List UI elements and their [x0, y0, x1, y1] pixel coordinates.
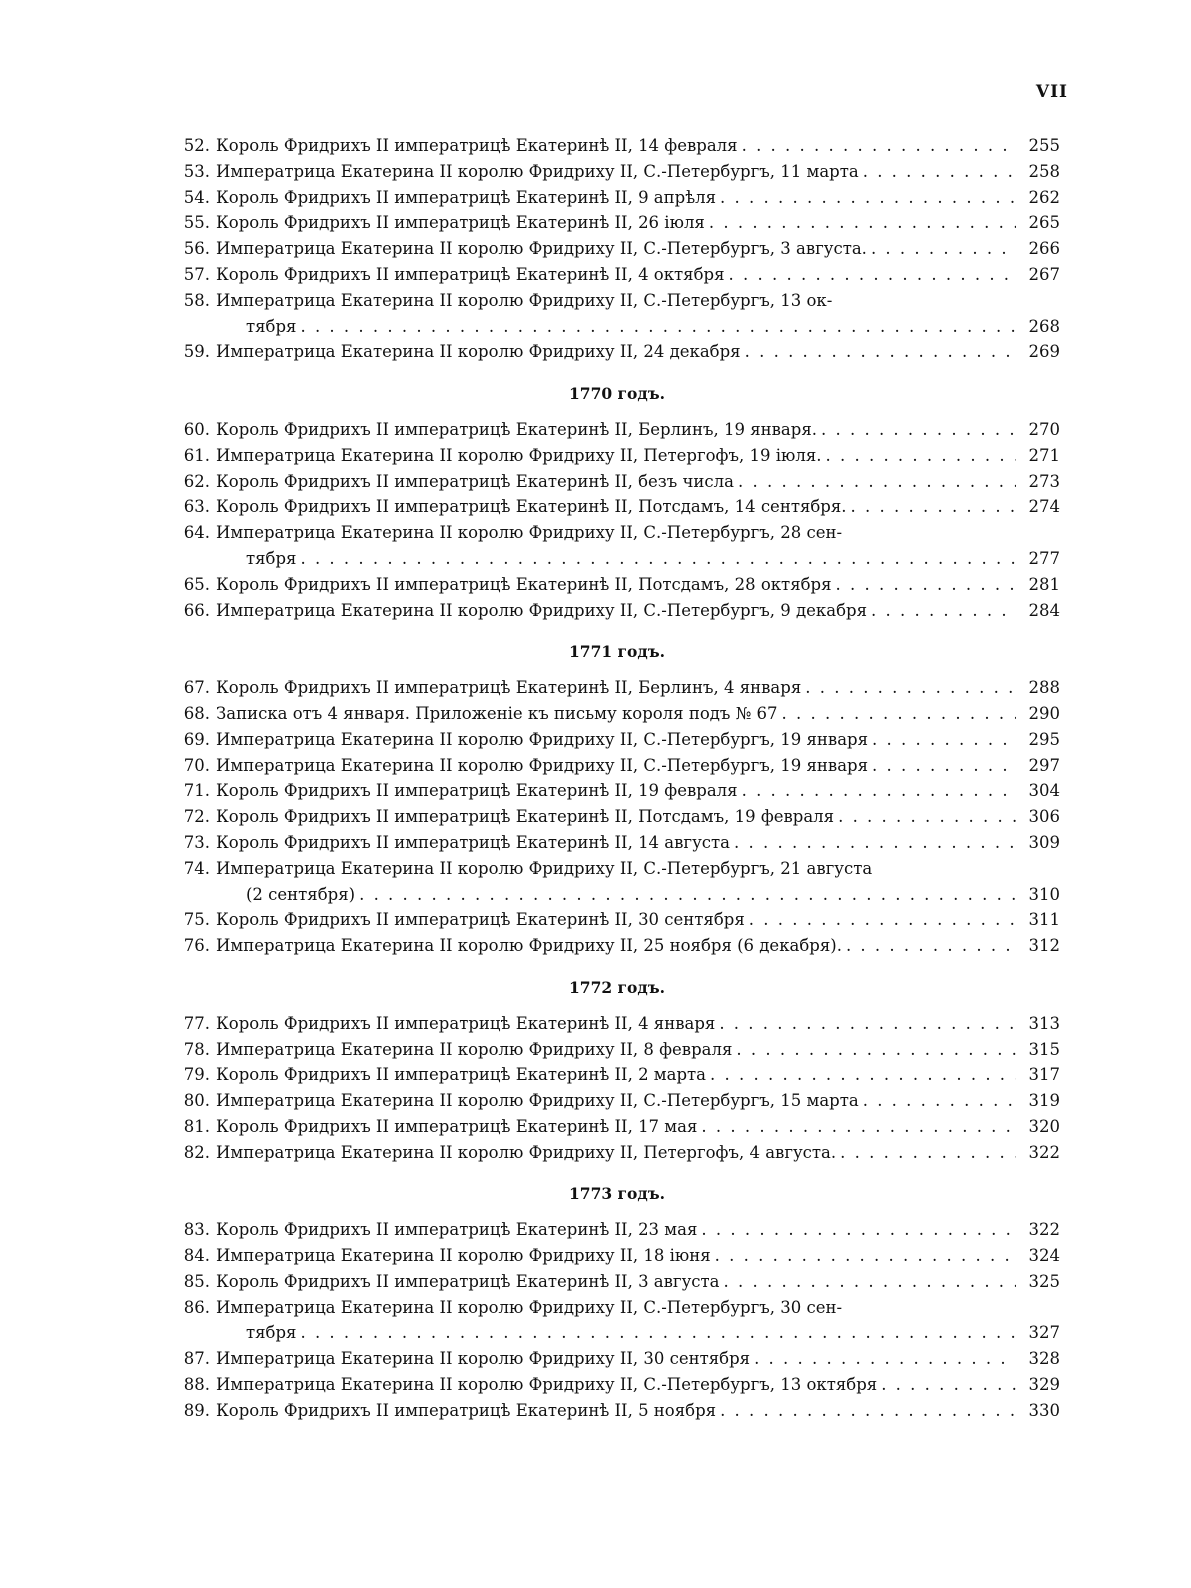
- toc-entry: [168, 236, 1060, 262]
- entry-page: 295: [1028, 729, 1060, 749]
- entry-title: Императрица Екатерина II королю Фридриху II, С.-Петербургъ, 11 марта: [216, 161, 859, 181]
- entry-number: 88.: [183, 1375, 210, 1395]
- toc-entry: [168, 856, 1060, 882]
- entry-title: Король Фридрихъ II императрицѣ Екатеринѣ II, 2 марта: [216, 1065, 707, 1085]
- toc-entry: [168, 1269, 1060, 1295]
- entry-page: 267: [1028, 264, 1060, 284]
- entry-page: 322: [1028, 1220, 1060, 1240]
- dot-leader: [872, 727, 1016, 753]
- entry-page: 265: [1028, 213, 1060, 233]
- dot-leader: [782, 701, 1016, 727]
- dot-leader: [871, 236, 1016, 262]
- entry-title: Король Фридрихъ II императрицѣ Екатеринѣ II, 4 октября: [216, 264, 725, 284]
- entry-title: Императрица Екатерина II королю Фридриху II, С.-Петербургъ, 19 января: [216, 729, 868, 749]
- toc-entry: [168, 1011, 1060, 1037]
- dot-leader: [863, 159, 1016, 185]
- entry-number: 76.: [183, 936, 210, 956]
- toc-entry: [168, 443, 1060, 469]
- entry-number: 58.: [183, 290, 210, 310]
- toc-entry: [168, 1062, 1060, 1088]
- entry-page: 317: [1028, 1065, 1060, 1085]
- entry-page: 290: [1028, 703, 1060, 723]
- toc-entry: [168, 701, 1060, 727]
- dot-leader: [742, 133, 1016, 159]
- dot-leader: [805, 675, 1016, 701]
- entry-number: 54.: [183, 187, 210, 207]
- dot-leader: [738, 469, 1016, 495]
- toc-entry: [168, 1295, 1060, 1321]
- entry-title-continuation: (2 сентября): [246, 884, 356, 904]
- toc-entry: [168, 572, 1060, 598]
- entry-page: 273: [1028, 471, 1060, 491]
- entry-title: Императрица Екатерина II королю Фридриху II, С.-Петербургъ, 9 декабря: [216, 600, 867, 620]
- entry-page: 306: [1028, 807, 1060, 827]
- toc-entry: [168, 1346, 1060, 1372]
- entry-number: 57.: [183, 264, 210, 284]
- year-heading: 1771 годъ.: [569, 642, 665, 662]
- entry-number: 55.: [183, 213, 210, 233]
- toc-entry: [168, 1398, 1060, 1424]
- entry-number: 80.: [183, 1091, 210, 1111]
- entry-title: Король Фридрихъ II императрицѣ Екатеринѣ II, 14 февраля: [216, 136, 738, 155]
- dot-leader: [749, 907, 1016, 933]
- dot-leader: [709, 210, 1016, 236]
- entry-number: 73.: [183, 832, 210, 852]
- entry-title: Король Фридрихъ II императрицѣ Екатеринѣ II, Берлинъ, 19 января.: [216, 419, 817, 439]
- toc-entry: [168, 159, 1060, 185]
- entry-title: Императрица Екатерина II королю Фридриху II, 8 февраля: [216, 1039, 733, 1059]
- entry-number: 72.: [183, 807, 210, 827]
- toc-entry: [168, 520, 1060, 546]
- entry-title: Король Фридрихъ II императрицѣ Екатеринѣ II, Потсдамъ, 28 октября: [216, 574, 832, 594]
- entry-page: 319: [1028, 1091, 1060, 1111]
- toc-entry: [168, 288, 1060, 314]
- toc-entry-continuation: [168, 882, 1060, 908]
- toc-entry: [168, 1088, 1060, 1114]
- entry-page: 274: [1028, 497, 1060, 517]
- toc-entry: [168, 804, 1060, 830]
- entry-page: 315: [1028, 1039, 1060, 1059]
- dot-leader: [846, 933, 1016, 959]
- entry-page: 266: [1028, 239, 1060, 259]
- dot-leader: [863, 1088, 1016, 1114]
- entry-page: 284: [1028, 600, 1060, 620]
- table-of-contents: [168, 133, 1060, 1424]
- entry-title: Императрица Екатерина II королю Фридриху II, 18 іюня: [216, 1246, 711, 1266]
- entry-page: 258: [1028, 161, 1060, 181]
- toc-entry: [168, 1243, 1060, 1269]
- entry-page: 312: [1028, 936, 1060, 956]
- entry-number: 77.: [183, 1013, 210, 1033]
- entry-number: 89.: [183, 1400, 210, 1420]
- dot-leader: [729, 262, 1017, 288]
- toc-entry-continuation: [168, 314, 1060, 340]
- toc-entry: [168, 1217, 1060, 1243]
- toc-entry: [168, 469, 1060, 495]
- entry-number: 74.: [183, 858, 210, 878]
- entry-title: Императрица Екатерина II королю Фридриху II, 30 сентября: [216, 1349, 751, 1369]
- entry-title: Король Фридрихъ II императрицѣ Екатеринѣ II, 9 апрѣля: [216, 187, 717, 207]
- entry-title: Король Фридрихъ II императрицѣ Екатеринѣ II, Потсдамъ, 14 сентября.: [216, 497, 847, 517]
- dot-leader: [701, 1217, 1016, 1243]
- entry-title: Записка отъ 4 января. Приложеніе къ письму короля подъ № 67: [216, 703, 778, 723]
- toc-entry: [168, 185, 1060, 211]
- entry-page: 328: [1028, 1349, 1060, 1369]
- entry-number: 75.: [183, 910, 210, 930]
- dot-leader: [724, 1269, 1017, 1295]
- entry-title-continuation: тября: [246, 316, 297, 336]
- entry-page: 309: [1028, 832, 1060, 852]
- entry-number: 62.: [183, 471, 210, 491]
- dot-leader: [720, 1398, 1016, 1424]
- entry-title: Императрица Екатерина II королю Фридриху II, 24 декабря: [216, 342, 741, 362]
- toc-entry: [168, 1037, 1060, 1063]
- entry-title-continuation: тября: [246, 1323, 297, 1343]
- entry-number: 70.: [183, 755, 210, 775]
- toc-entry: [168, 494, 1060, 520]
- entry-page: 327: [1028, 1323, 1060, 1343]
- entry-page: 330: [1028, 1400, 1060, 1420]
- entry-number: 86.: [183, 1297, 210, 1317]
- entry-number: 56.: [183, 239, 210, 259]
- entry-number: 81.: [183, 1116, 210, 1136]
- toc-entry: [168, 1140, 1060, 1166]
- toc-entry: [168, 675, 1060, 701]
- entry-number: 53.: [183, 161, 210, 181]
- entry-number: 78.: [183, 1039, 210, 1059]
- dot-leader: [851, 494, 1016, 520]
- entry-number: 64.: [183, 523, 210, 543]
- entry-page: 322: [1028, 1142, 1060, 1162]
- dot-leader: [720, 185, 1016, 211]
- entry-title: Король Фридрихъ II императрицѣ Екатеринѣ II, 3 августа: [216, 1271, 720, 1291]
- toc-entry: [168, 907, 1060, 933]
- entry-number: 67.: [183, 678, 210, 698]
- dot-leader: [821, 417, 1016, 443]
- entry-title: Императрица Екатерина II королю Фридриху II, С.-Петербургъ, 3 августа.: [216, 239, 867, 259]
- year-heading: 1773 годъ.: [569, 1184, 665, 1204]
- entry-title: Императрица Екатерина II королю Фридриху II, С.-Петербургъ, 30 сен-: [216, 1297, 843, 1317]
- entry-title: Императрица Екатерина II королю Фридриху II, 25 ноября (6 декабря).: [216, 936, 842, 956]
- entry-title: Король Фридрихъ II императрицѣ Екатеринѣ II, Потсдамъ, 19 февраля: [216, 807, 835, 827]
- entry-title: Король Фридрихъ II императрицѣ Екатеринѣ II, 14 августа: [216, 832, 730, 852]
- toc-entry: [168, 933, 1060, 959]
- dot-leader: [754, 1346, 1016, 1372]
- entry-title: Императрица Екатерина II королю Фридриху II, С.-Петербургъ, 15 марта: [216, 1091, 859, 1111]
- entry-title: Король Фридрихъ II императрицѣ Екатеринѣ II, 4 января: [216, 1013, 716, 1033]
- entry-number: 59.: [183, 342, 210, 362]
- entry-title: Король Фридрихъ II императрицѣ Екатеринѣ II, 26 іюля: [216, 213, 705, 233]
- entry-page: 255: [1028, 136, 1060, 155]
- entry-page: 281: [1028, 574, 1060, 594]
- dot-leader: [359, 882, 1016, 908]
- dot-leader: [742, 778, 1016, 804]
- entry-number: 61.: [183, 445, 210, 465]
- entry-title: Императрица Екатерина II королю Фридриху II, Петергофъ, 4 августа.: [216, 1142, 837, 1162]
- dot-leader: [872, 753, 1016, 779]
- entry-page: 288: [1028, 678, 1060, 698]
- entry-title: Императрица Екатерина II королю Фридриху II, С.-Петербургъ, 13 ок-: [216, 290, 833, 310]
- toc-entry: [168, 210, 1060, 236]
- toc-entry: [168, 262, 1060, 288]
- entry-page: 320: [1028, 1116, 1060, 1136]
- entry-title: Императрица Екатерина II королю Фридриху II, С.-Петербургъ, 13 октября: [216, 1375, 878, 1395]
- entry-page: 271: [1028, 445, 1060, 465]
- entry-title: Императрица Екатерина II королю Фридриху II, С.-Петербургъ, 21 августа: [216, 858, 873, 878]
- entry-page: 311: [1028, 910, 1060, 930]
- entry-page: 324: [1028, 1246, 1060, 1266]
- entry-number: 65.: [183, 574, 210, 594]
- entry-number: 60.: [183, 419, 210, 439]
- dot-leader: [734, 830, 1016, 856]
- dot-leader: [300, 314, 1016, 340]
- entry-page: 277: [1028, 548, 1060, 568]
- entry-title: Король Фридрихъ II императрицѣ Екатеринѣ II, 23 мая: [216, 1220, 698, 1240]
- year-heading: 1772 годъ.: [569, 977, 665, 997]
- toc-entry: [168, 417, 1060, 443]
- dot-leader: [710, 1062, 1016, 1088]
- toc-entry: [168, 133, 1060, 159]
- toc-entry: [168, 753, 1060, 779]
- toc-entry-continuation: [168, 1320, 1060, 1346]
- entry-page: 329: [1028, 1375, 1060, 1395]
- entry-number: 63.: [183, 497, 210, 517]
- dot-leader: [300, 546, 1016, 572]
- entry-page: 310: [1028, 884, 1060, 904]
- entry-title: Король Фридрихъ II императрицѣ Екатеринѣ II, 17 мая: [216, 1116, 698, 1136]
- entry-page: 297: [1028, 755, 1060, 775]
- entry-page: 268: [1028, 316, 1060, 336]
- toc-entry: [168, 830, 1060, 856]
- entry-number: 52.: [183, 136, 210, 155]
- toc-entry-continuation: [168, 546, 1060, 572]
- toc-entry: [168, 1114, 1060, 1140]
- dot-leader: [825, 443, 1016, 469]
- entry-page: 313: [1028, 1013, 1060, 1033]
- dot-leader: [715, 1243, 1016, 1269]
- entry-number: 68.: [183, 703, 210, 723]
- toc-entry: [168, 778, 1060, 804]
- entry-title: Императрица Екатерина II королю Фридриху II, С.-Петербургъ, 19 января: [216, 755, 868, 775]
- entry-page: 325: [1028, 1271, 1060, 1291]
- entry-title: Король Фридрихъ II императрицѣ Екатеринѣ II, безъ числа: [216, 471, 734, 491]
- dot-leader: [881, 1372, 1016, 1398]
- dot-leader: [736, 1037, 1016, 1063]
- entry-title: Король Фридрихъ II императрицѣ Екатеринѣ II, 5 ноября: [216, 1400, 717, 1420]
- entry-page: 262: [1028, 187, 1060, 207]
- dot-leader: [840, 1140, 1016, 1166]
- dot-leader: [745, 339, 1016, 365]
- entry-page: 304: [1028, 781, 1060, 801]
- dot-leader: [701, 1114, 1016, 1140]
- entry-number: 83.: [183, 1220, 210, 1240]
- toc-entry: [168, 727, 1060, 753]
- entry-title: Императрица Екатерина II королю Фридриху II, Петергофъ, 19 іюля.: [216, 445, 822, 465]
- page-number: VII: [1035, 82, 1068, 102]
- entry-title: Король Фридрихъ II императрицѣ Екатеринѣ II, 19 февраля: [216, 781, 738, 801]
- dot-leader: [836, 572, 1016, 598]
- entry-page: 270: [1028, 419, 1060, 439]
- dot-leader: [719, 1011, 1016, 1037]
- entry-number: 84.: [183, 1246, 210, 1266]
- entry-page: 269: [1028, 342, 1060, 362]
- year-heading: 1770 годъ.: [569, 384, 665, 404]
- dot-leader: [838, 804, 1016, 830]
- toc-entry: [168, 598, 1060, 624]
- entry-title: Императрица Екатерина II королю Фридриху II, С.-Петербургъ, 28 сен-: [216, 523, 843, 543]
- entry-number: 69.: [183, 729, 210, 749]
- entry-number: 87.: [183, 1349, 210, 1369]
- toc-entry: [168, 339, 1060, 365]
- dot-leader: [871, 598, 1016, 624]
- entry-number: 66.: [183, 600, 210, 620]
- entry-number: 79.: [183, 1065, 210, 1085]
- entry-number: 71.: [183, 781, 210, 801]
- entry-number: 85.: [183, 1271, 210, 1291]
- toc-entry: [168, 1372, 1060, 1398]
- entry-title: Король Фридрихъ II императрицѣ Екатеринѣ II, 30 сентября: [216, 910, 745, 930]
- entry-title: Король Фридрихъ II императрицѣ Екатеринѣ II, Берлинъ, 4 января: [216, 678, 802, 698]
- entry-number: 82.: [183, 1142, 210, 1162]
- entry-title-continuation: тября: [246, 548, 297, 568]
- dot-leader: [300, 1320, 1016, 1346]
